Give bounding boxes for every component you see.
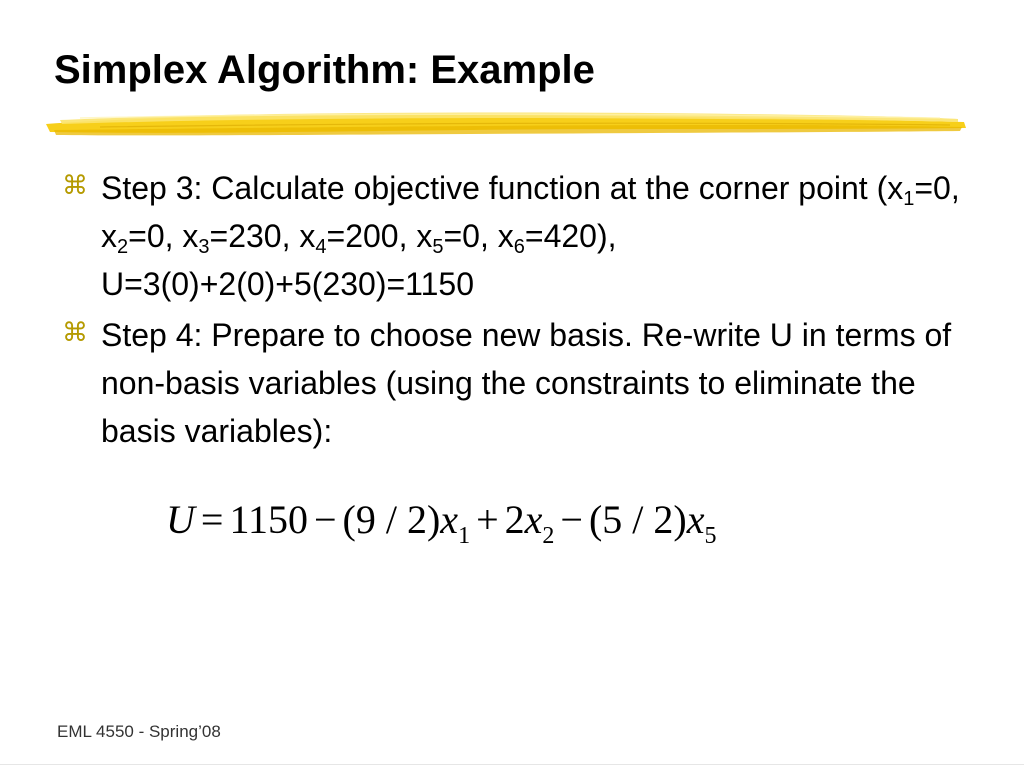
slide-footer: EML 4550 - Spring’08 — [57, 722, 221, 741]
bullet-step-4 — [62, 311, 982, 455]
bottom-divider — [0, 764, 1024, 765]
title-underline-brush — [40, 106, 970, 146]
bullet-step-3 — [62, 164, 982, 308]
objective-equation: $U = 1150 - (9 / 2)x_1 + 2x_2 - (5 / 2)x_5$ — [166, 497, 717, 549]
bullet-list — [62, 164, 982, 458]
bullet-text-step-3: Step 3: Calculate objective function at the corner point ($x_1=0$, $x_2=0$, $x_3=230$, $x_4=200$, $x_5=0$, $x_6=420$), U=3(0)+2(0)+5(230)=1150 — [101, 170, 960, 302]
bullet-text-step-4: Step 4: Prepare to choose new basis. Re-write U in terms of non-basis variables (using the constraints to eliminate the basis variables): — [101, 317, 952, 449]
command-key-icon: ⌘ — [62, 318, 88, 348]
command-key-icon: ⌘ — [62, 171, 88, 201]
slide-title: Simplex Algorithm: Example — [54, 48, 595, 92]
